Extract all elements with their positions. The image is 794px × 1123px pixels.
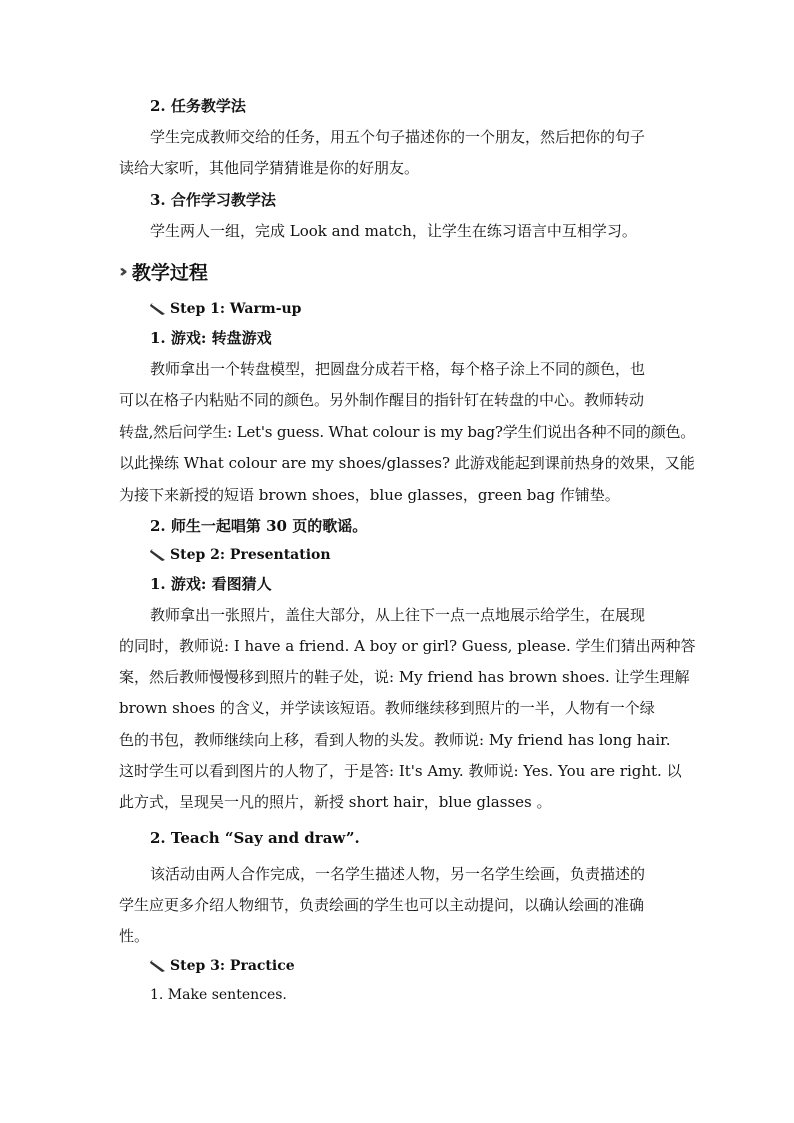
step-2-paragraph-line: brown shoes 的含义，并学读该短语。教师继续移到照片的一半，人物有一个绿 <box>119 699 655 717</box>
step-2-paragraph-line: 这时学生可以看到图片的人物了，于是答: It's Amy. 教师说: Yes. You are right. 以 <box>119 762 682 780</box>
section-title: 教学过程 <box>131 261 208 284</box>
step-2-heading <box>150 545 331 565</box>
step-3-heading <box>150 956 295 976</box>
step-1-paragraph-line: 为接下来新授的短语 brown shoes，blue glasses，green bag 作铺垫。 <box>119 486 620 504</box>
step-1-paragraph-line: 以此操练 What colour are my shoes/glasses? 此游戏能起到课前热身的效果，又能 <box>119 454 695 472</box>
step-1-item-1-title: 1. 游戏: 转盘游戏 <box>150 329 272 347</box>
method-2-body-line-2: 读给大家听，其他同学猜猜谁是你的好朋友。 <box>119 159 420 177</box>
method-3-title: 3. 合作学习教学法 <box>150 191 276 209</box>
pen-nib-icon <box>150 549 167 562</box>
step-3-item-1: 1. Make sentences. <box>150 987 287 1003</box>
double-chevron-icon: ›› <box>119 260 122 282</box>
step-1-paragraph-line: 转盘,然后问学生: Let's guess. What colour is my bag?学生们说出各种不同的颜色。 <box>119 423 696 441</box>
step-2-paragraph-line: 性。 <box>119 927 150 945</box>
step-2-label: Step 2: Presentation <box>170 547 331 563</box>
step-1-item-2-title: 2. 师生一起唱第 30 页的歌谣。 <box>150 517 368 535</box>
pen-nib-icon <box>150 303 167 316</box>
step-1-heading <box>150 299 301 319</box>
step-2-paragraph-line: 案，然后教师慢慢移到照片的鞋子处，说: My friend has brown shoes. 让学生理解 <box>119 668 690 686</box>
step-1-label: Step 1: Warm-up <box>170 301 302 317</box>
step-3-label: Step 3: Practice <box>170 958 295 974</box>
step-2-paragraph-line: 色的书包，教师继续向上移，看到人物的头发。教师说: My friend has long hair. <box>119 731 671 749</box>
step-1-paragraph-line: 教师拿出一个转盘模型，把圆盘分成若干格，每个格子涂上不同的颜色，也 <box>150 360 646 378</box>
step-2-paragraph-line: 该活动由两人合作完成，一名学生描述人物，另一名学生绘画，负责描述的 <box>150 865 646 883</box>
step-2-item-1-title: 1. 游戏: 看图猜人 <box>150 575 272 593</box>
step-2-paragraph-line: 学生应更多介绍人物细节，负责绘画的学生也可以主动提问，以确认绘画的准确 <box>119 896 645 914</box>
step-2-paragraph-line: 教师拿出一张照片，盖住大部分，从上往下一点一点地展示给学生，在展现 <box>150 606 646 624</box>
step-2-paragraph-line: 此方式，呈现吴一凡的照片，新授 short hair，blue glasses 。 <box>119 793 552 811</box>
step-2-item-2-title: 2. Teach “Say and draw”. <box>150 829 360 847</box>
step-1-paragraph-line: 可以在格子内粘贴不同的颜色。另外制作醒目的指针钉在转盘的中心。教师转动 <box>119 391 645 409</box>
step-2-paragraph-line: 的同时，教师说: I have a friend. A boy or girl? Guess, please. 学生们猜出两种答 <box>119 637 696 655</box>
method-2-title: 2. 任务教学法 <box>150 97 246 115</box>
section-heading <box>119 258 208 284</box>
pen-nib-icon <box>150 960 167 973</box>
method-2-body-line-1: 学生完成教师交给的任务，用五个句子描述你的一个朋友，然后把你的句子 <box>150 128 646 146</box>
method-3-body-line-1: 学生两人一组，完成 Look and match，让学生在练习语言中互相学习。 <box>150 222 637 240</box>
